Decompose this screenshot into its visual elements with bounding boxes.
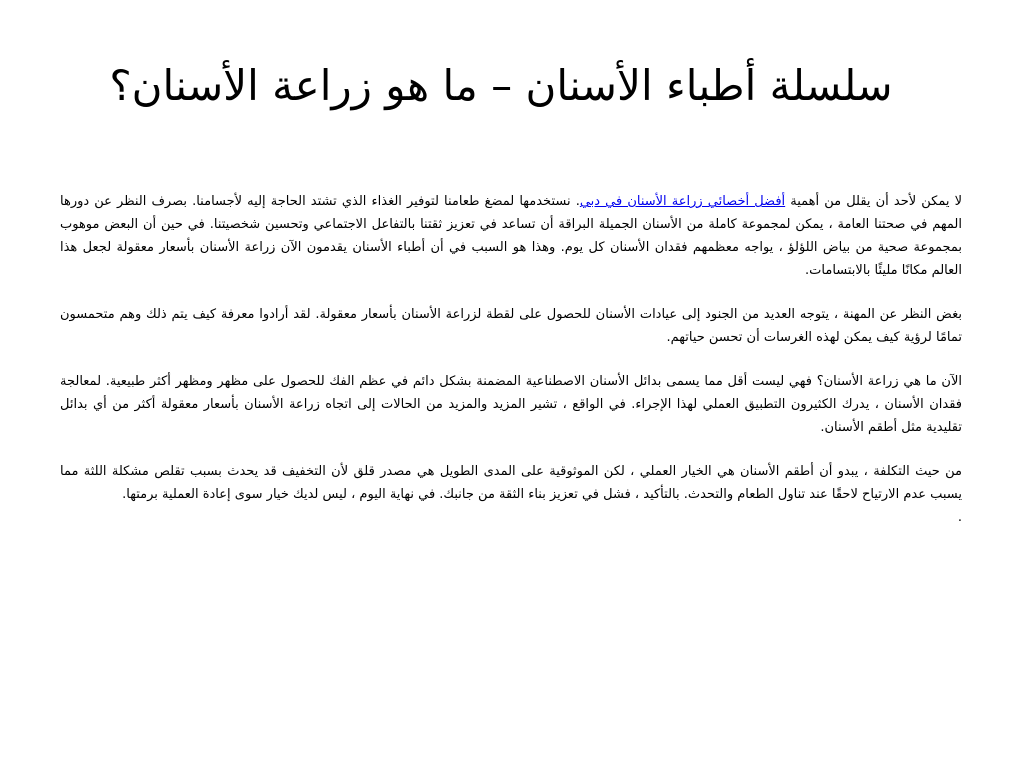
paragraph-1-intro: لا يمكن لأحد أن يقلل من أهمية xyxy=(785,194,962,209)
slide-body xyxy=(60,190,962,529)
paragraph-1 xyxy=(60,190,962,282)
paragraph-2: بغض النظر عن المهنة ، يتوجه العديد من الجنود إلى عيادات الأسنان للحصول على لقطة لزراعة الأسنان بأسعار معقولة. لقد أرادوا معرفة كيف يتم ذلك وهم متحمسون تمامًا لرؤية كيف يمكن لهذه الغرسات أن تحسن حياتهم. xyxy=(60,307,962,345)
paragraph-1-rest: . نستخدمها لمضغ طعامنا لتوفير الغذاء الذي تشتد الحاجة إليه لأجسامنا. بصرف النظر عن دورها المهم في صحتنا العامة ، يمكن لمجموعة كاملة من الأسنان الجميلة البراقة أن تساعد في تعزيز ثقتنا بالتفاعل الاجتماعي وتحسين شخصيتنا. في حين أن البعض موهوب بمجموعة صحية من بياض اللؤلؤ ، يواجه معظمهم فقدان الأسنان كل يوم. وهذا هو السبب في أن أطباء الأسنان يقدمون الآن زراعة الأسنان بأسعار معقولة لجعل هذا العالم مكانًا مليئًا بالابتسامات. xyxy=(60,194,962,278)
dubai-dental-implant-link[interactable]: أفضل أخصائي زراعة الأسنان في دبي xyxy=(579,194,786,209)
paragraph-4: من حيث التكلفة ، يبدو أن أطقم الأسنان هي الخيار العملي ، لكن الموثوقية على المدى الطويل هي مصدر قلق لأن التخفيف قد يحدث بسبب تقلص مشكلة اللثة مما يسبب عدم الارتياح لاحقًا عند تناول الطعام والتحدث. بالتأكيد ، فشل في تعزيز بناء الثقة من جانبك. في نهاية اليوم ، ليس لديك خيار سوى إعادة العملية برمتها. xyxy=(60,464,962,502)
paragraph-3: الآن ما هي زراعة الأسنان؟ فهي ليست أقل مما يسمى بدائل الأسنان الاصطناعية المضمنة بشكل دائم في عظم الفك للحصول على مظهر ومظهر أكثر طبيعية. لمعالجة فقدان الأسنان ، يدرك الكثيرون التطبيق العملي لهذا الإجراء. في الواقع ، تشير المزيد والمزيد من الحالات إلى اتجاه زراعة الأسنان بأسعار معقولة أكثر من أي بدائل تقليدية مثل أطقم الأسنان. xyxy=(60,374,962,435)
slide-title: سلسلة أطباء الأسنان – ما هو زراعة الأسنان؟ xyxy=(109,61,893,110)
trailing-period: . xyxy=(957,510,962,525)
